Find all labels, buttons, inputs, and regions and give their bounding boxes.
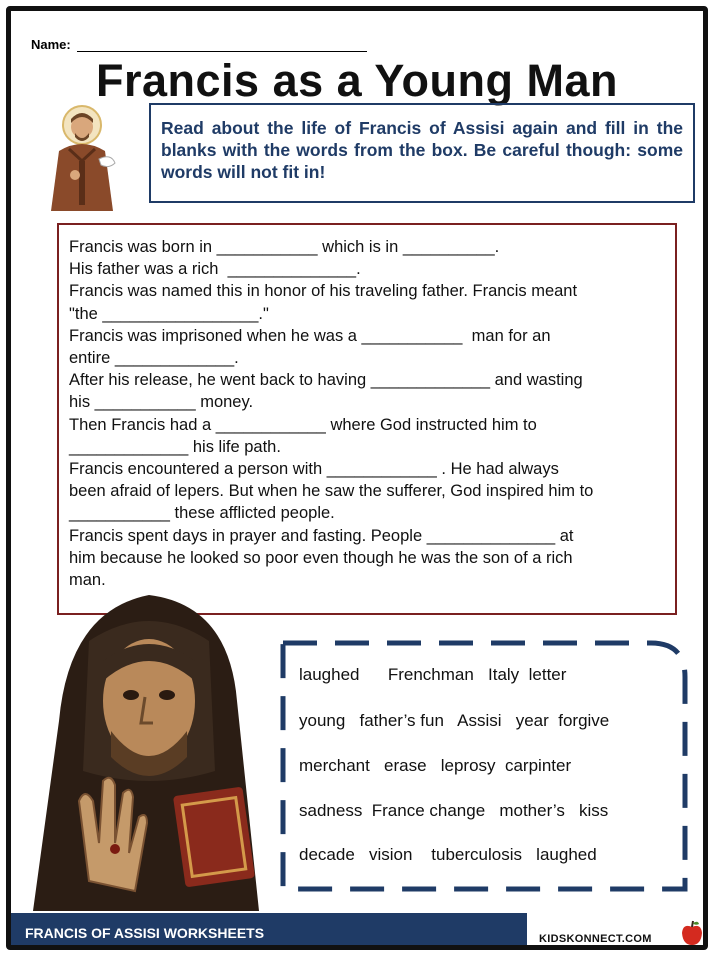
name-label: Name: (31, 37, 71, 52)
footer-site[interactable]: KIDSKONNECT.COM (539, 933, 652, 945)
word-bank-row: merchant erase leprosy carpinter (299, 756, 572, 775)
story-box (57, 223, 677, 615)
story-line: Francis spent days in prayer and fasting. People ______________ at (69, 526, 574, 545)
saint-francis-portrait-icon (19, 581, 281, 921)
story-line: entire _____________. (69, 349, 239, 368)
worksheet-page (6, 6, 708, 950)
story-line: been afraid of lepers. But when he saw the sufferer, God inspired him to (69, 482, 594, 501)
story-line: man. (69, 571, 106, 590)
footer-title: FRANCIS OF ASSISI WORKSHEETS (25, 925, 265, 941)
story-line: Then Francis had a ____________ where God instructed him to (69, 415, 537, 434)
story-line: Francis encountered a person with ____________ . He had always (69, 460, 559, 479)
story-line: ___________ these afflicted people. (69, 504, 335, 523)
story-line: After his release, he went back to having _____________ and wasting (69, 371, 583, 390)
story-line: Francis was named this in honor of his traveling father. Francis meant (69, 282, 578, 301)
word-bank-row: young father’s fun Assisi year forgive (299, 711, 610, 730)
story-line: his ___________ money. (69, 393, 254, 412)
story-line: His father was a rich ______________. (69, 260, 361, 279)
apple-icon (679, 919, 705, 947)
saint-francis-small-icon (39, 103, 125, 215)
story-line: Francis was born in ___________ which is in __________. (69, 238, 500, 256)
story-line: him because he looked so poor even though he was the son of a rich (69, 548, 573, 567)
page-title: Francis as a Young Man (96, 55, 618, 106)
name-field (31, 37, 367, 52)
word-bank (277, 633, 693, 901)
story-line: Francis was imprisoned when he was a ___________ man for an (69, 326, 551, 345)
word-bank-row: laughed Frenchman Italy letter (299, 665, 567, 684)
name-line[interactable] (77, 39, 367, 52)
story-line: "the _________________." (69, 304, 269, 323)
word-bank-row: sadness France change mother’s kiss (299, 801, 609, 820)
story-line: _____________ his life path. (69, 437, 281, 456)
instructions-box: Read about the life of Francis of Assisi again and fill in the blanks with the words from the box. Be careful though: some words will not fit in! (149, 103, 695, 203)
word-bank-row: decade vision tuberculosis laughed (299, 845, 597, 864)
